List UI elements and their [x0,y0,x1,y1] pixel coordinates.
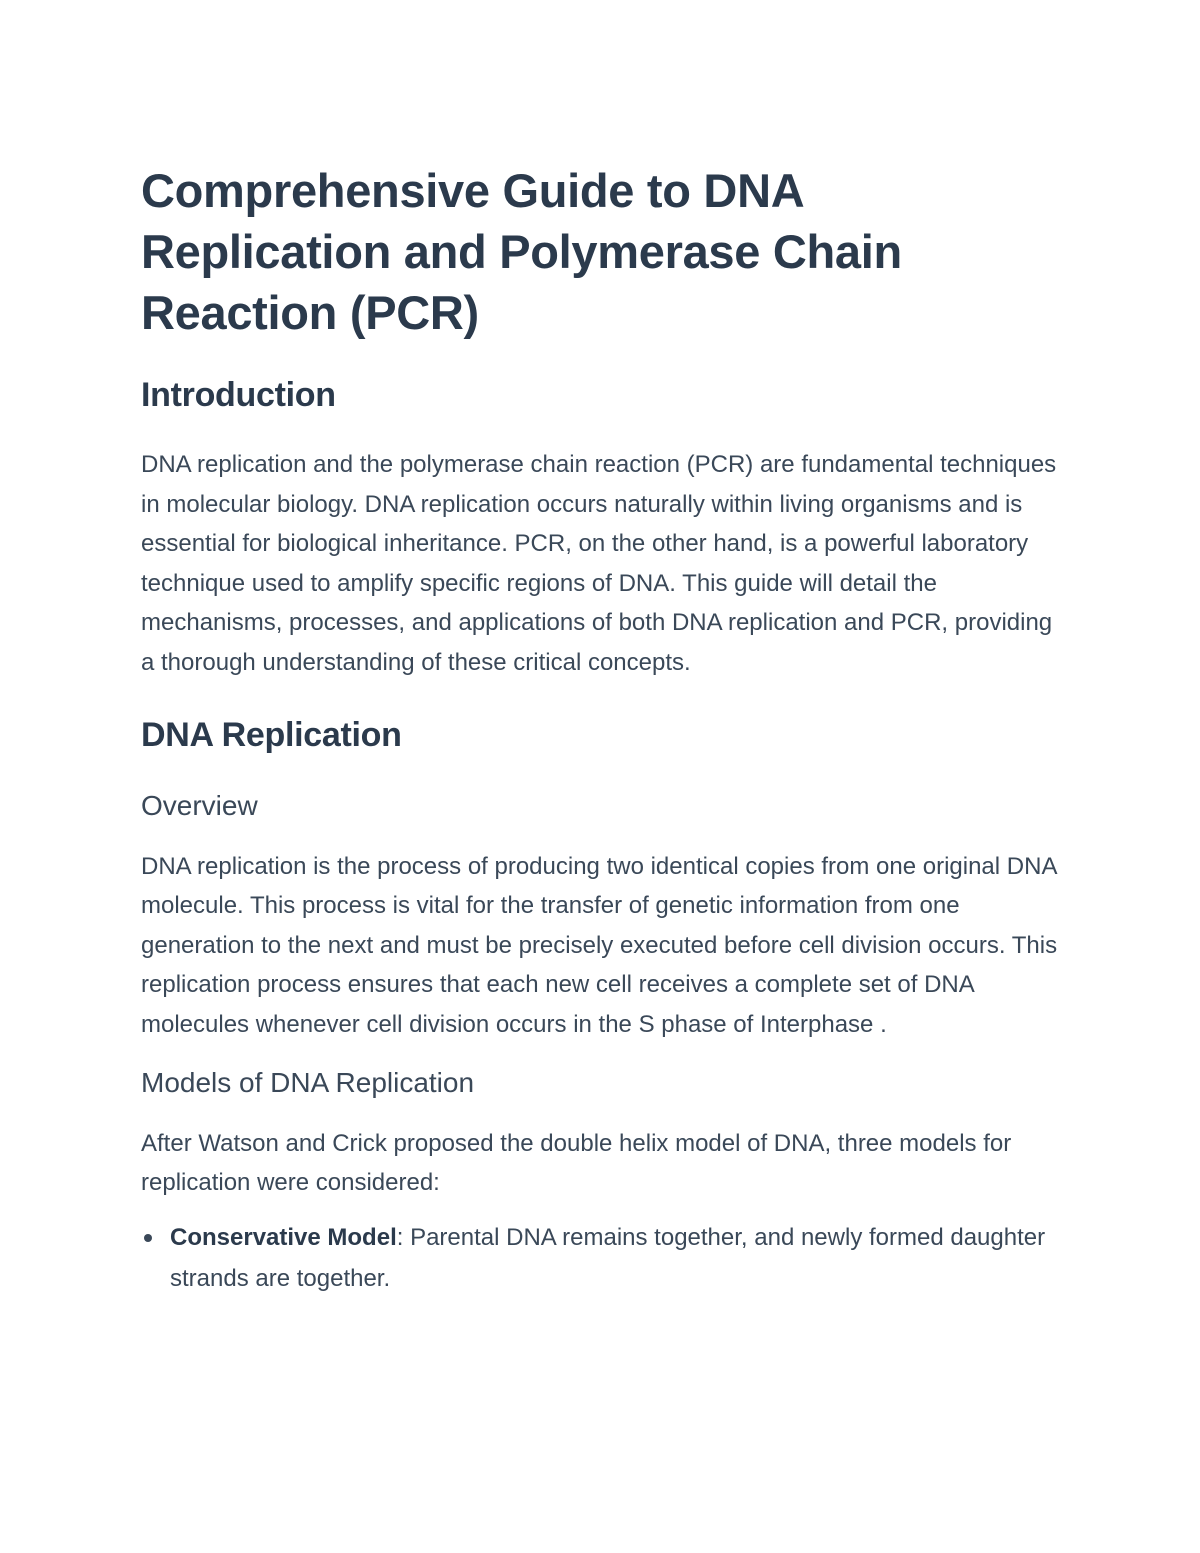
models-bullet-list [141,1217,1061,1299]
bullet-icon [144,1234,152,1242]
overview-paragraph: DNA replication is the process of producing two identical copies from one original DNA molecule. This process is vital for the transfer of genetic information from one generation to the next and must be precisely executed before cell division occurs. This replication process ensures that each new cell receives a complete set of DNA molecules whenever cell division occurs in the S phase of Interphase . [141,852,1058,1038]
document-title: Comprehensive Guide to DNA Replication and Polymerase Chain Reaction (PCR) [141,164,902,339]
introduction-heading: Introduction [141,376,336,414]
models-paragraph: After Watson and Crick proposed the double helix model of DNA, three models for replication were considered: [141,1129,1012,1197]
bullet-term: Conservative Model [170,1223,397,1251]
overview-heading: Overview [141,789,258,821]
models-heading: Models of DNA Replication [141,1066,475,1098]
introduction-paragraph: DNA replication and the polymerase chain reaction (PCR) are fundamental techniques in molecular biology. DNA replication occurs naturally within living organisms and is essential for biological inheritance. PCR, on the other hand, is a powerful laboratory technique used to amplify specific regions of DNA. This guide will detail the mechanisms, processes, and applications of both DNA replication and PCR, providing a thorough understanding of these critical concepts. [141,451,1057,676]
document-page [141,160,1061,1299]
bullet-text: : Parental DNA remains together, and newly formed daughter strands are together. [170,1223,1046,1292]
dna-replication-heading: DNA Replication [141,715,402,754]
list-item [141,1217,1061,1299]
